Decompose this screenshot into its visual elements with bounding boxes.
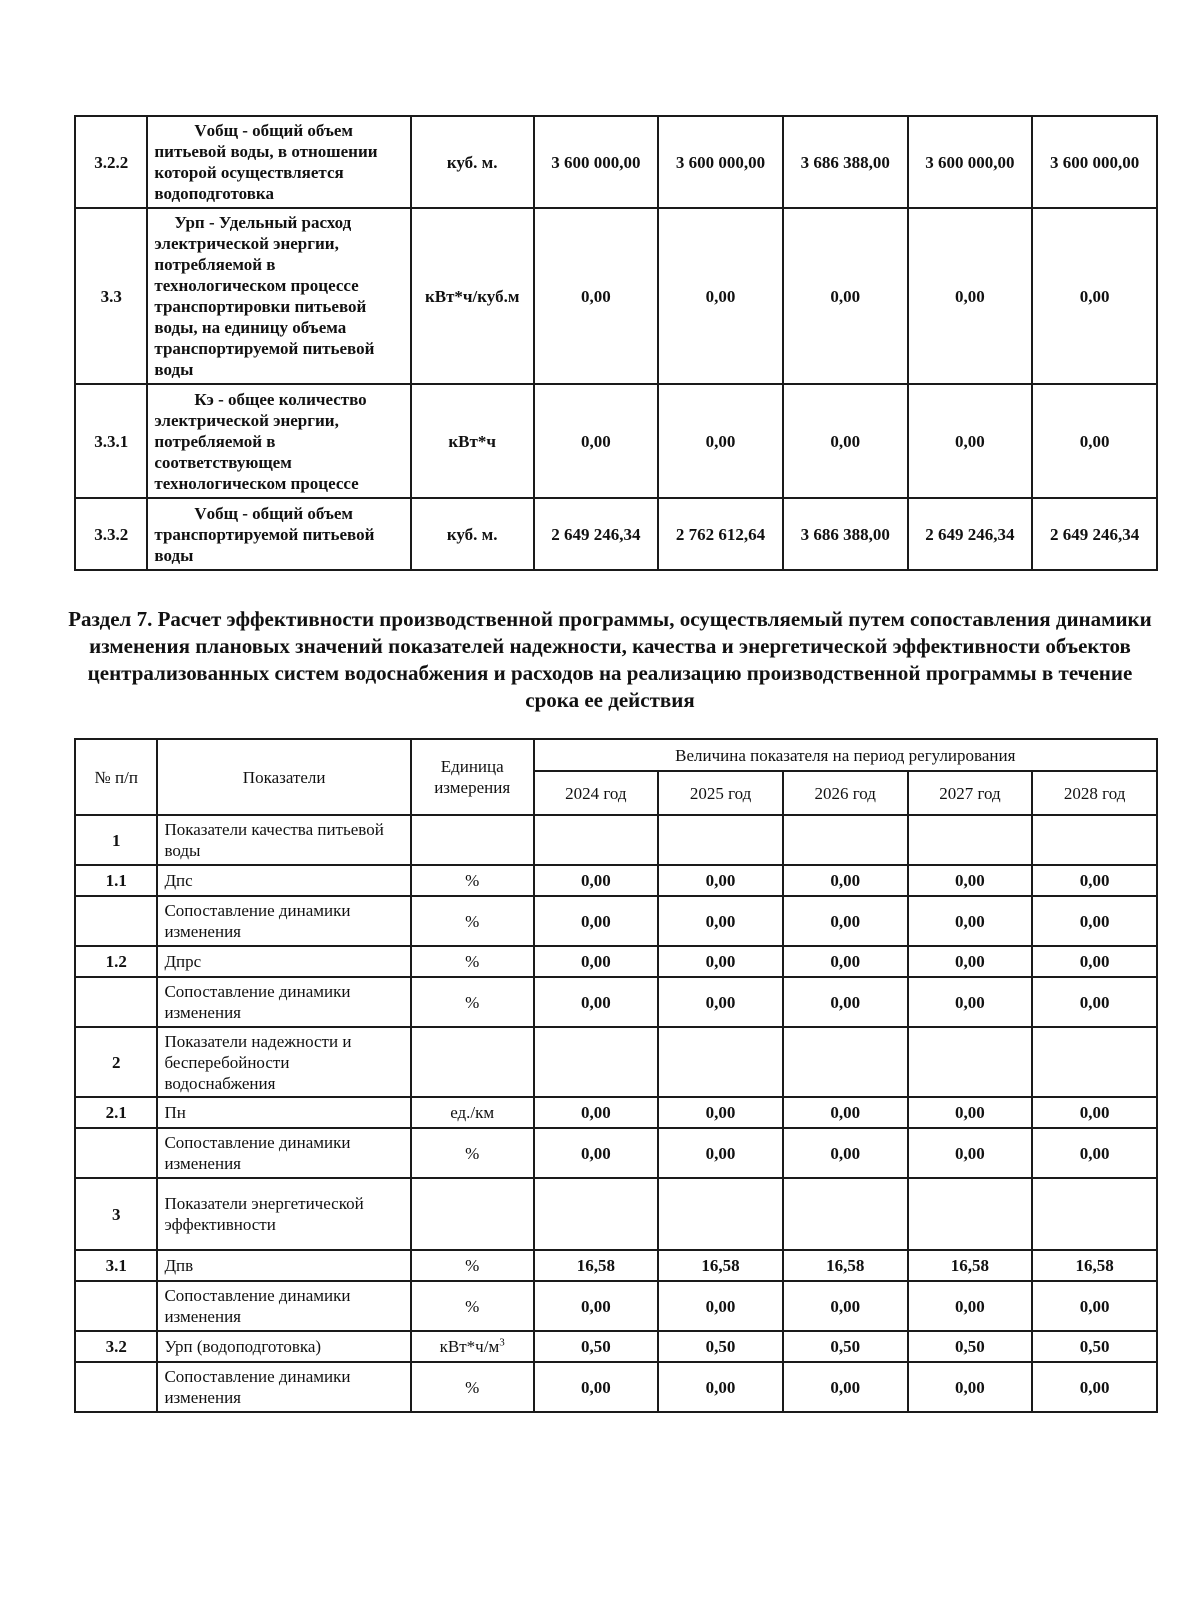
value-cell: 0,00 <box>783 208 908 384</box>
indicator-name: Сопоставление динамики изменения <box>157 977 410 1027</box>
value-cell: 0,00 <box>1032 1362 1157 1412</box>
unit-cell: куб. м. <box>411 116 534 208</box>
unit-cell <box>411 896 534 946</box>
value-cell: 0,00 <box>1032 865 1157 896</box>
value-cell: 0,00 <box>658 208 783 384</box>
value-cell <box>783 815 908 865</box>
value-cell: 0,00 <box>908 208 1033 384</box>
value-cell: 0,00 <box>1032 1128 1157 1178</box>
row-number: 3.3.1 <box>75 384 147 498</box>
value-cell: 0,00 <box>908 1281 1033 1331</box>
value-cell: 0,00 <box>1032 946 1157 977</box>
table-row <box>75 1027 1157 1097</box>
row-number <box>75 977 157 1027</box>
unit-cell <box>411 1331 534 1362</box>
row-number: 3.3.2 <box>75 498 147 570</box>
header-year: 2025 год <box>658 771 783 815</box>
value-cell: 0,50 <box>908 1331 1033 1362</box>
value-cell: 0,00 <box>1032 1281 1157 1331</box>
unit-cell: кВт*ч/куб.м <box>411 208 534 384</box>
table-row <box>75 1097 1157 1128</box>
value-cell: 0,50 <box>658 1331 783 1362</box>
efficiency-table <box>74 738 1158 1413</box>
value-cell: 0,00 <box>908 896 1033 946</box>
value-cell <box>534 1027 659 1097</box>
value-cell: 0,00 <box>783 896 908 946</box>
row-number: 1 <box>75 815 157 865</box>
value-cell: 0,00 <box>783 1362 908 1412</box>
value-cell: 16,58 <box>908 1250 1033 1281</box>
indicator-name: Урп - Удельный расход электрической энергии, потребляемой в технологическом процессе транспортировки питьевой воды, на единицу объема транспортируемой питьевой воды <box>147 208 410 384</box>
value-cell: 2 649 246,34 <box>908 498 1033 570</box>
value-cell: 0,50 <box>1032 1331 1157 1362</box>
unit-cell <box>411 865 534 896</box>
unit-superscript: 3 <box>499 1336 505 1349</box>
row-number <box>75 1281 157 1331</box>
row-number: 1.2 <box>75 946 157 977</box>
value-cell: 0,00 <box>658 384 783 498</box>
value-cell <box>783 1178 908 1250</box>
unit-cell <box>411 1281 534 1331</box>
value-cell: 0,00 <box>534 208 659 384</box>
indicator-name: Vобщ - общий объем питьевой воды, в отношении которой осуществляется водоподготовка <box>147 116 410 208</box>
value-cell: 0,00 <box>658 977 783 1027</box>
value-cell: 0,00 <box>658 1128 783 1178</box>
value-cell: 0,00 <box>1032 384 1157 498</box>
value-cell: 2 762 612,64 <box>658 498 783 570</box>
row-number <box>75 1362 157 1412</box>
value-cell: 3 686 388,00 <box>783 498 908 570</box>
unit-label: ед./км <box>450 1103 495 1122</box>
value-cell: 16,58 <box>658 1250 783 1281</box>
table-row <box>75 1362 1157 1412</box>
unit-label: % <box>465 1377 480 1397</box>
value-cell <box>1032 1178 1157 1250</box>
unit-cell <box>411 977 534 1027</box>
table-row <box>75 1178 1157 1250</box>
indicator-name: Показатели надежности и бесперебойности водоснабжения <box>157 1027 410 1097</box>
header-year: 2027 год <box>908 771 1033 815</box>
value-cell: 3 600 000,00 <box>534 116 659 208</box>
value-cell: 0,00 <box>658 946 783 977</box>
value-cell: 0,00 <box>534 384 659 498</box>
indicator-name: Кэ - общее количество электрической энергии, потребляемой в соответствующем технологическом процессе <box>147 384 410 498</box>
header-num: № п/п <box>75 739 157 815</box>
value-cell: 0,00 <box>658 1097 783 1128</box>
unit-cell: куб. м. <box>411 498 534 570</box>
table-row <box>75 1250 1157 1281</box>
value-cell: 0,00 <box>534 1097 659 1128</box>
unit-label: % <box>465 952 480 971</box>
value-cell <box>534 815 659 865</box>
unit-cell <box>411 1097 534 1128</box>
value-cell <box>1032 815 1157 865</box>
value-cell: 16,58 <box>783 1250 908 1281</box>
indicator-name: Показатели качества питьевой воды <box>157 815 410 865</box>
table-row <box>75 815 1157 865</box>
value-cell: 3 600 000,00 <box>908 116 1033 208</box>
unit-cell <box>411 1128 534 1178</box>
indicator-name: Дпв <box>157 1250 410 1281</box>
value-cell <box>908 1178 1033 1250</box>
unit-cell <box>411 815 534 865</box>
value-cell <box>658 1178 783 1250</box>
value-cell: 0,00 <box>534 1281 659 1331</box>
indicator-name: Сопоставление динамики изменения <box>157 1281 410 1331</box>
indicator-name: Пн <box>157 1097 410 1128</box>
indicator-name: Сопоставление динамики изменения <box>157 1362 410 1412</box>
unit-cell <box>411 1250 534 1281</box>
section-title: Раздел 7. Расчет эффективности производственной программы, осуществляемый путем сопоставления динамики изменения плановых значений показателей надежности, качества и энергетической эффективности объектов централизованных систем водоснабжения и расходов на реализацию производственной программы в течение срока ее действия <box>68 607 1152 712</box>
indicator-name: Сопоставление динамики изменения <box>157 896 410 946</box>
unit-label: % <box>465 1296 480 1316</box>
value-cell <box>908 1027 1033 1097</box>
row-number: 3.1 <box>75 1250 157 1281</box>
indicator-name: Показатели энергетической эффективности <box>157 1178 410 1250</box>
unit-cell: кВт*ч <box>411 384 534 498</box>
value-cell: 0,50 <box>783 1331 908 1362</box>
value-cell: 2 649 246,34 <box>1032 498 1157 570</box>
table-row <box>75 865 1157 896</box>
row-number: 2.1 <box>75 1097 157 1128</box>
row-number: 1.1 <box>75 865 157 896</box>
value-cell: 0,00 <box>908 1128 1033 1178</box>
value-cell: 0,00 <box>908 946 1033 977</box>
value-cell: 0,00 <box>1032 977 1157 1027</box>
value-cell: 0,00 <box>534 1362 659 1412</box>
header-year: 2026 год <box>783 771 908 815</box>
value-cell <box>658 1027 783 1097</box>
value-cell: 0,00 <box>783 946 908 977</box>
indicator-name: Урп (водоподготовка) <box>157 1331 410 1362</box>
unit-label: % <box>465 1256 480 1275</box>
value-cell <box>783 1027 908 1097</box>
unit-cell <box>411 1178 534 1250</box>
value-cell: 3 600 000,00 <box>658 116 783 208</box>
value-cell <box>1032 1027 1157 1097</box>
table-header-row <box>75 739 1157 771</box>
value-cell: 0,00 <box>783 865 908 896</box>
row-number: 3.2 <box>75 1331 157 1362</box>
value-cell: 0,00 <box>908 1097 1033 1128</box>
unit-label: % <box>465 1143 480 1163</box>
table-row <box>75 116 1157 208</box>
unit-label: кВт*ч/м <box>439 1337 500 1356</box>
indicator-name: Дпрс <box>157 946 410 977</box>
value-cell: 0,00 <box>908 977 1033 1027</box>
row-number: 2 <box>75 1027 157 1097</box>
row-number <box>75 896 157 946</box>
value-cell: 0,00 <box>534 977 659 1027</box>
value-cell <box>534 1178 659 1250</box>
table-row <box>75 896 1157 946</box>
table-row <box>75 384 1157 498</box>
table-row <box>75 208 1157 384</box>
table-row <box>75 977 1157 1027</box>
indicator-name: Vобщ - общий объем транспортируемой питьевой воды <box>147 498 410 570</box>
value-cell: 3 600 000,00 <box>1032 116 1157 208</box>
unit-cell <box>411 946 534 977</box>
indicator-name: Дпс <box>157 865 410 896</box>
value-cell: 0,00 <box>783 977 908 1027</box>
header-unit: Единица измерения <box>411 739 534 815</box>
row-number <box>75 1128 157 1178</box>
value-cell: 0,00 <box>1032 208 1157 384</box>
indicator-name: Сопоставление динамики изменения <box>157 1128 410 1178</box>
row-number: 3 <box>75 1178 157 1250</box>
value-cell: 0,00 <box>658 865 783 896</box>
value-cell: 16,58 <box>534 1250 659 1281</box>
unit-label: % <box>465 911 480 931</box>
value-cell: 0,00 <box>783 384 908 498</box>
header-year: 2024 год <box>534 771 659 815</box>
value-cell <box>908 815 1033 865</box>
table-row <box>75 1331 1157 1362</box>
value-cell: 0,00 <box>908 1362 1033 1412</box>
value-cell: 0,00 <box>534 1128 659 1178</box>
value-cell: 0,00 <box>534 865 659 896</box>
unit-label: % <box>465 992 480 1012</box>
header-period: Величина показателя на период регулирования <box>534 739 1157 771</box>
value-cell: 0,00 <box>534 946 659 977</box>
value-cell: 0,00 <box>1032 896 1157 946</box>
value-cell: 0,00 <box>534 896 659 946</box>
table-row <box>75 498 1157 570</box>
table-row <box>75 946 1157 977</box>
value-cell: 3 686 388,00 <box>783 116 908 208</box>
value-cell: 0,00 <box>783 1281 908 1331</box>
value-cell: 0,00 <box>783 1128 908 1178</box>
unit-label: % <box>465 871 480 890</box>
value-cell: 0,50 <box>534 1331 659 1362</box>
row-number: 3.2.2 <box>75 116 147 208</box>
header-year: 2028 год <box>1032 771 1157 815</box>
unit-cell <box>411 1027 534 1097</box>
value-cell: 0,00 <box>658 1362 783 1412</box>
header-indicators: Показатели <box>157 739 410 815</box>
value-cell: 16,58 <box>1032 1250 1157 1281</box>
value-cell: 0,00 <box>783 1097 908 1128</box>
table-body <box>75 815 1157 1412</box>
value-cell: 0,00 <box>908 865 1033 896</box>
indicator-table-continuation <box>74 115 1158 571</box>
value-cell: 0,00 <box>658 896 783 946</box>
value-cell: 0,00 <box>1032 1097 1157 1128</box>
value-cell: 0,00 <box>658 1281 783 1331</box>
value-cell: 0,00 <box>908 384 1033 498</box>
value-cell: 2 649 246,34 <box>534 498 659 570</box>
table-row <box>75 1281 1157 1331</box>
row-number: 3.3 <box>75 208 147 384</box>
unit-cell <box>411 1362 534 1412</box>
value-cell <box>658 815 783 865</box>
table-row <box>75 1128 1157 1178</box>
